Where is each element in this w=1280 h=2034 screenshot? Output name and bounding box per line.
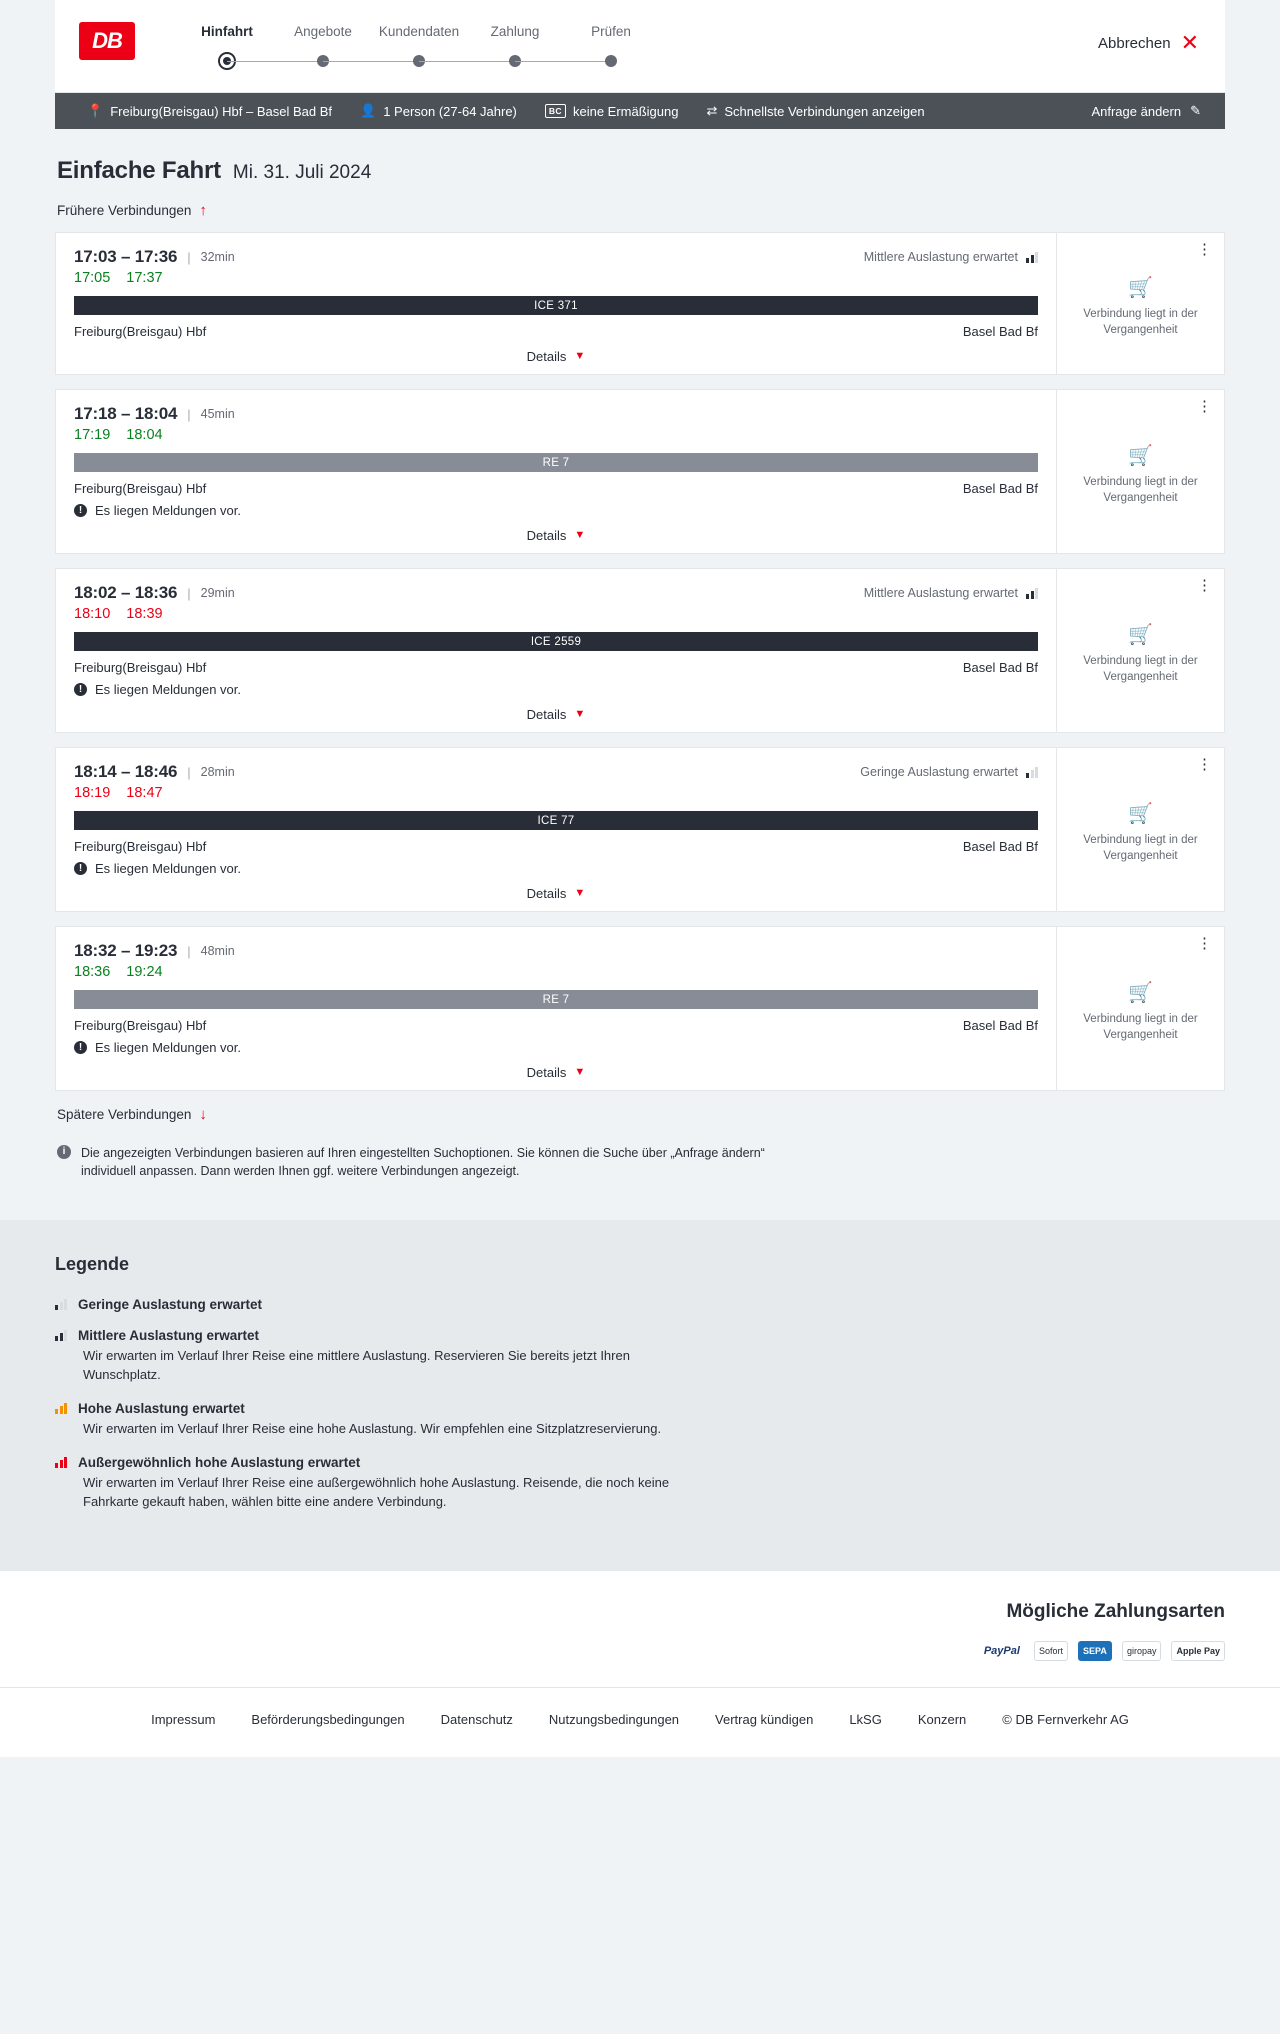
destination-station: Basel Bad Bf [962,1018,1038,1033]
checkout-stepper [179,24,659,73]
stations-row [74,324,1038,339]
legend-item-head [55,1401,1225,1416]
footer-link-nutzungsbedingungen[interactable]: Nutzungsbedingungen [548,1712,680,1728]
stations-row [74,660,1038,675]
connection-details [56,569,1056,732]
main-content [55,129,1225,1220]
footer-link-beförderungsbedingungen[interactable]: Beförderungsbedingungen [251,1712,405,1728]
legend-item [55,1297,1225,1312]
discount-label: keine Ermäßigung [572,103,679,119]
step-indicator [563,51,659,73]
step-angebote[interactable] [275,24,371,73]
utilization-info [864,250,1038,264]
connection-card[interactable] [55,389,1225,554]
connection-details [56,748,1056,911]
legend-item-desc: Wir erwarten im Verlauf Ihrer Reise eine mittlere Auslastung. Reservieren Sie bereits jetzt Ihren Wunschplatz. [83,1348,630,1383]
footer-link-vertrag-kündigen[interactable]: Vertrag kündigen [715,1712,814,1728]
fastest-connections-summary[interactable] [692,103,938,119]
duration-label: 32min [200,250,235,264]
origin-station: Freiburg(Breisgau) Hbf [74,1018,207,1033]
legend-item-label: Mittlere Auslastung erwartet [78,1328,260,1344]
payment-methods-section [0,1571,1280,1687]
actual-departure: 17:05 [74,270,111,286]
trip-date-label: Mi. 31. Juli 2024 [232,162,372,183]
shopping-cart-crossed-icon: 🛒 [1128,982,1153,1005]
step-hinfahrt[interactable] [179,24,275,73]
legend-item [55,1401,1225,1439]
route-summary[interactable] [73,103,346,119]
legend-item [55,1455,1225,1512]
duration-label: 28min [200,765,235,779]
stations-row [74,839,1038,854]
actual-departure: 18:36 [74,964,111,980]
details-toggle[interactable] [74,528,1038,543]
search-hint-text: Die angezeigten Verbindungen basieren auf Ihren eingestellten Suchoptionen. Sie können die Suche über „Anfrage ändern“ individuell anpassen. Dann werden Ihnen ggf. weitere Verbindungen angezeigt. [81,1146,765,1179]
utilization-bars-icon [55,1457,67,1468]
connection-message-text: Es liegen Meldungen vor. [95,682,241,697]
utilization-info [860,765,1038,779]
legend-items [55,1297,1225,1511]
planned-times: 18:02 – 18:36 [74,583,178,602]
shopping-cart-crossed-icon: 🛒 [1128,445,1153,468]
utilization-label: Mittlere Auslastung erwartet [863,586,1018,600]
past-connection-note: Verbindung liegt in der Vergangenheit [1083,834,1198,862]
close-icon[interactable]: ✕ [1180,30,1199,55]
connection-message[interactable] [74,861,1038,876]
legend-item-label: Außergewöhnlich hohe Auslastung erwartet [78,1454,361,1470]
origin-station: Freiburg(Breisgau) Hbf [74,660,207,675]
actual-arrival: 18:39 [126,606,163,622]
step-label: Angebote [294,24,352,39]
search-hint [55,1144,825,1180]
later-connections-label: Spätere Verbindungen [57,1107,192,1122]
footer-link-impressum[interactable]: Impressum [151,1712,216,1728]
stations-row [74,481,1038,496]
details-toggle[interactable] [74,1065,1038,1080]
location-pin-icon: 📍 [87,103,104,118]
person-icon: 👤 [360,103,377,118]
legend-title: Legende [55,1254,130,1275]
alert-icon: ! [74,504,87,517]
passengers-label: 1 Person (27-64 Jahre) [383,103,517,119]
actual-arrival: 18:04 [126,427,163,443]
step-label: Prüfen [591,24,631,39]
details-label: Details [526,886,567,901]
db-logo-icon[interactable]: DB [79,22,135,60]
duration-label: 29min [200,586,235,600]
connection-details [56,927,1056,1090]
footer-copyright: © DB Fernverkehr AG [1002,1712,1129,1728]
payment-icon-apple-pay: Apple Pay [1171,1641,1225,1661]
divider: | [187,585,191,601]
utilization-bars-icon [1026,252,1038,263]
utilization-label: Geringe Auslastung erwartet [860,765,1018,779]
utilization-bars-icon [55,1330,67,1341]
connections-list [55,232,1225,1091]
duration-label: 45min [200,407,235,421]
page-title [55,157,1225,185]
shopping-cart-crossed-icon: 🛒 [1128,277,1153,300]
legend-item-desc: Wir erwarten im Verlauf Ihrer Reise eine außergewöhnlich hohe Auslastung. Reisende, die noch keine Fahrkarte gekauft haben, wählen bitte eine andere Verbindung. [83,1474,670,1509]
passengers-summary[interactable] [346,103,531,119]
connection-header [74,247,1038,267]
planned-times: 17:18 – 18:04 [74,404,178,423]
connection-header [74,941,1038,961]
origin-station: Freiburg(Breisgau) Hbf [74,481,207,496]
footer-link-konzern[interactable]: Konzern [917,1712,967,1728]
connection-message[interactable] [74,1040,1038,1055]
payment-icon-sepa: SEPA [1078,1641,1112,1661]
payment-icon-giropay: giropay [1122,1641,1162,1661]
utilization-label: Mittlere Auslastung erwartet [863,250,1018,264]
stations-row [74,1018,1038,1033]
actual-departure: 17:19 [74,427,111,443]
details-toggle[interactable] [74,349,1038,364]
fastest-label: Schnellste Verbindungen anzeigen [724,103,925,119]
step-label: Hinfahrt [201,24,253,39]
chevron-down-icon: ▼ [574,1066,586,1078]
legend-item-head [55,1297,1225,1312]
chevron-down-icon: ▼ [574,350,586,362]
details-label: Details [526,528,567,543]
legend-item-label: Hohe Auslastung erwartet [78,1400,245,1416]
chevron-down-icon: ▼ [574,529,586,541]
destination-station: Basel Bad Bf [962,839,1038,854]
connection-message[interactable] [74,503,1038,518]
pencil-icon[interactable]: ✎ [1190,103,1201,118]
chevron-down-icon: ▼ [574,887,586,899]
connection-booking-area [1056,569,1224,732]
legend-section [0,1220,1280,1571]
past-connection-note: Verbindung liegt in der Vergangenheit [1083,655,1198,683]
past-connection-note: Verbindung liegt in der Vergangenheit [1083,1013,1198,1041]
actual-departure: 18:10 [74,606,111,622]
earlier-connections-label: Frühere Verbindungen [57,203,192,218]
more-options-icon[interactable]: ⋮ [1197,935,1212,952]
actual-arrival: 17:37 [126,270,163,286]
details-label: Details [526,349,567,364]
actual-times [74,427,1038,443]
train-badge: RE 7 [74,453,1038,472]
info-icon: i [57,1145,71,1159]
divider: | [187,249,191,265]
more-options-icon[interactable]: ⋮ [1197,398,1212,415]
connection-header [74,583,1038,603]
actual-arrival: 19:24 [126,964,163,980]
actual-arrival: 18:47 [126,785,163,801]
divider: | [187,764,191,780]
trip-type-label: Einfache Fahrt [57,157,221,184]
earlier-connections-button[interactable] [55,203,1225,218]
more-options-icon[interactable]: ⋮ [1197,241,1212,258]
step-label: Kundendaten [378,24,460,39]
step-indicator [371,51,467,73]
destination-station: Basel Bad Bf [962,481,1038,496]
step-indicator [467,51,563,73]
more-options-icon[interactable]: ⋮ [1197,577,1212,594]
swap-arrows-icon: ⇄ [706,103,718,118]
utilization-bars-icon [1026,767,1038,778]
footer-link-lksg[interactable]: LkSG [849,1712,882,1728]
past-connection-note: Verbindung liegt in der Vergangenheit [1083,308,1198,336]
legend-item [55,1328,1225,1385]
origin-station: Freiburg(Breisgau) Hbf [74,324,207,339]
actual-times [74,785,1038,801]
legend-item-desc: Wir erwarten im Verlauf Ihrer Reise eine hohe Auslastung. Wir empfehlen eine Sitzplatzreservierung. [83,1420,662,1436]
arrow-down-icon: ↓ [199,1106,207,1123]
utilization-bars-icon [55,1299,67,1310]
actual-times [74,606,1038,622]
train-badge: RE 7 [74,990,1038,1009]
alert-icon: ! [74,683,87,696]
connection-booking-area [1056,927,1224,1090]
planned-times: 17:03 – 17:36 [74,247,178,266]
utilization-bars-icon [1026,588,1038,599]
app-header [55,0,1225,93]
legend-item-label: Geringe Auslastung erwartet [78,1297,263,1313]
utilization-info [864,586,1038,600]
alert-icon: ! [74,1041,87,1054]
connection-header [74,762,1038,782]
connection-booking-area [1056,748,1224,911]
details-label: Details [526,707,567,722]
legend-item-head [55,1328,1225,1343]
planned-times: 18:32 – 19:23 [74,941,178,960]
more-options-icon[interactable]: ⋮ [1197,756,1212,773]
actual-departure: 18:19 [74,785,111,801]
later-connections-button[interactable] [55,1107,1225,1122]
search-summary-bar [55,93,1225,129]
train-badge: ICE 2559 [74,632,1038,651]
connection-booking-area [1056,390,1224,553]
connection-details [56,390,1056,553]
connection-message-text: Es liegen Meldungen vor. [95,1040,241,1055]
page-footer [0,1687,1280,1757]
connection-card[interactable] [55,232,1225,375]
connection-header [74,404,1038,424]
step-kundendaten[interactable] [371,24,467,73]
connection-card[interactable] [55,747,1225,912]
alert-icon: ! [74,862,87,875]
footer-link-datenschutz[interactable]: Datenschutz [440,1712,513,1728]
arrow-up-icon: ↑ [199,202,207,219]
edit-request-label: Anfrage ändern [1091,103,1182,119]
connection-card[interactable] [55,926,1225,1091]
chevron-down-icon: ▼ [574,708,586,720]
planned-times: 18:14 – 18:46 [74,762,178,781]
details-label: Details [526,1065,567,1080]
utilization-bars-icon [55,1403,67,1414]
origin-station: Freiburg(Breisgau) Hbf [74,839,207,854]
payment-icon-sofort: Sofort [1034,1641,1068,1661]
connection-card[interactable] [55,568,1225,733]
step-zahlung[interactable] [467,24,563,73]
cancel-label: Abbrechen [1098,34,1171,52]
step-indicator [275,51,371,73]
payment-icon-paypal: PayPal [980,1641,1024,1661]
legend-item-head [55,1455,1225,1470]
actual-times [74,964,1038,980]
destination-station: Basel Bad Bf [962,324,1038,339]
connection-message[interactable] [74,682,1038,697]
details-toggle[interactable] [74,886,1038,901]
divider: | [187,943,191,959]
step-dot-icon [605,55,617,67]
train-badge: ICE 371 [74,296,1038,315]
shopping-cart-crossed-icon: 🛒 [1128,803,1153,826]
cancel-button[interactable] [1098,32,1199,54]
connection-message-text: Es liegen Meldungen vor. [95,503,241,518]
bahncard-badge: BC [545,104,566,118]
discount-summary[interactable] [531,104,693,119]
step-indicator [179,51,275,73]
edit-request-button[interactable] [1091,103,1207,119]
step-label: Zahlung [490,24,540,39]
destination-station: Basel Bad Bf [962,660,1038,675]
train-badge: ICE 77 [74,811,1038,830]
payment-methods-title: Mögliche Zahlungsarten [1006,1601,1225,1623]
route-label: Freiburg(Breisgau) Hbf – Basel Bad Bf [110,103,333,119]
shopping-cart-crossed-icon: 🛒 [1128,624,1153,647]
step-prüfen[interactable] [563,24,659,73]
divider: | [187,406,191,422]
connection-booking-area [1056,233,1224,374]
connection-details [56,233,1056,374]
past-connection-note: Verbindung liegt in der Vergangenheit [1083,476,1198,504]
connection-message-text: Es liegen Meldungen vor. [95,861,241,876]
payment-methods-list [55,1641,1225,1661]
duration-label: 48min [200,944,235,958]
details-toggle[interactable] [74,707,1038,722]
actual-times [74,270,1038,286]
